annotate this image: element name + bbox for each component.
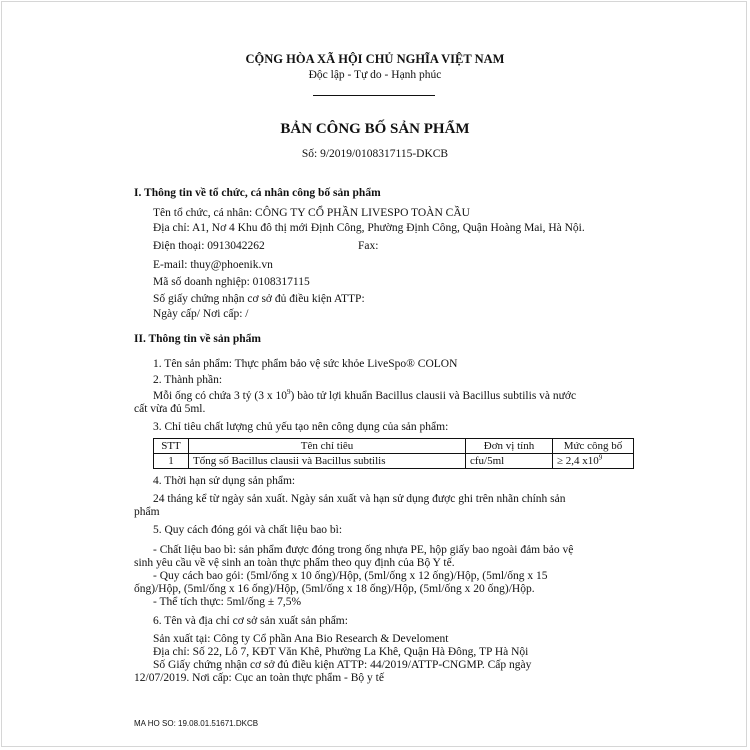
composition-exponent: 9 bbox=[287, 388, 291, 397]
document-number: Số: 9/2019/0108317115-DKCB bbox=[301, 148, 449, 160]
product-name: 1. Tên sản phẩm: Thực phẩm bảo vệ sức khỏe LiveSpo® COLON bbox=[153, 358, 458, 370]
level-value: ≥ 2,4 x10 bbox=[557, 454, 599, 467]
org-phone: Điện thoại: 0913042262 bbox=[153, 240, 265, 252]
org-address: Địa chỉ: A1, Nơ 4 Khu đô thị mới Định Công, Phường Định Công, Quận Hoàng Mai, Hà Nội. bbox=[153, 222, 585, 234]
quality-table bbox=[153, 438, 634, 469]
composition-label: 2. Thành phần: bbox=[153, 374, 223, 386]
table-cell-stt: 1 bbox=[154, 454, 189, 469]
composition-text-a: Mỗi ống có chứa 3 tỷ (3 x 10 bbox=[153, 390, 287, 402]
table-header-row bbox=[154, 439, 634, 454]
header-divider bbox=[313, 95, 435, 96]
document-title: BẢN CÔNG BỐ SẢN PHẨM bbox=[280, 121, 470, 137]
level-exponent: 9 bbox=[598, 452, 603, 461]
org-fax: Fax: bbox=[358, 240, 379, 252]
shelf-life-line-2: phẩm bbox=[134, 506, 160, 518]
section1-heading: I. Thông tin về tổ chức, cá nhân công bố sản phẩm bbox=[134, 187, 381, 199]
packaging-line-5: - Thể tích thực: 5ml/ống ± 7,5% bbox=[153, 596, 302, 608]
packaging-label: 5. Quy cách đóng gói và chất liệu bao bì: bbox=[153, 524, 343, 536]
composition-text-b: ) bào tử lợi khuẩn Bacillus clausii và Bacillus subtilis và nước bbox=[290, 390, 577, 402]
packaging-line-1: - Chất liệu bao bì: sản phẩm được đóng trong ống nhựa PE, hộp giấy bao ngoài đảm bảo vệ bbox=[153, 544, 574, 556]
org-issued: Ngày cấp/ Nơi cấp: / bbox=[153, 308, 249, 320]
table-header-cell: Mức công bố bbox=[553, 439, 634, 454]
composition-line-2: cất vừa đủ 5ml. bbox=[134, 403, 206, 415]
manufacturer-line-3: Số Giấy chứng nhận cơ sở đủ điều kiện ATTP: 44/2019/ATTP-CNGMP. Cấp ngày bbox=[153, 659, 532, 671]
table-row bbox=[154, 454, 634, 469]
section2-heading: II. Thông tin về sản phẩm bbox=[134, 333, 261, 345]
table-header-cell: STT bbox=[154, 439, 189, 454]
table-cell-name: Tổng số Bacillus clausii và Bacillus subtilis bbox=[189, 454, 466, 469]
quality-label: 3. Chỉ tiêu chất lượng chủ yếu tạo nên công dụng của sản phẩm: bbox=[153, 421, 449, 433]
manufacturer-label: 6. Tên và địa chỉ cơ sở sản xuất sản phẩm: bbox=[153, 615, 348, 627]
file-code: MA HO SO: 19.08.01.51671.DKCB bbox=[134, 719, 259, 728]
packaging-line-4: ống)/Hộp, (5ml/ống x 16 ống)/Hộp, (5ml/ống x 18 ống)/Hộp, (5ml/ống x 20 ống)/Hộp. bbox=[134, 583, 535, 595]
packaging-line-2: sinh yêu cầu về vệ sinh an toàn thực phẩm theo quy định của Bộ Y tế. bbox=[134, 557, 455, 569]
org-email: E-mail: thuy@phoenik.vn bbox=[153, 259, 273, 271]
manufacturer-line-1: Sản xuất tại: Công ty Cổ phần Ana Bio Research & Develoment bbox=[153, 633, 449, 645]
table-cell-level bbox=[553, 454, 634, 469]
table-header-cell: Đơn vị tính bbox=[466, 439, 553, 454]
manufacturer-line-2: Địa chỉ: Số 22, Lô 7, KĐT Văn Khê, Phường La Khê, Quận Hà Đông, TP Hà Nội bbox=[153, 646, 529, 658]
composition-line-1 bbox=[153, 389, 576, 403]
packaging-line-3: - Quy cách bao gói: (5ml/ống x 10 ống)/Hộp, (5ml/ống x 12 ống)/Hộp, (5ml/ống x 15 bbox=[153, 570, 548, 582]
manufacturer-line-4: 12/07/2019. Nơi cấp: Cục an toàn thực phẩm - Bộ y tế bbox=[134, 672, 384, 684]
org-cert: Số giấy chứng nhận cơ sở đủ điều kiện ATTP: bbox=[153, 293, 365, 305]
shelf-life-label: 4. Thời hạn sử dụng sản phẩm: bbox=[153, 475, 296, 487]
table-header-cell: Tên chỉ tiêu bbox=[189, 439, 466, 454]
national-motto: Độc lập - Tự do - Hạnh phúc bbox=[308, 69, 442, 81]
org-name: Tên tổ chức, cá nhân: CÔNG TY CỔ PHẦN LIVESPO TOÀN CẦU bbox=[153, 207, 470, 219]
national-title: CỘNG HÒA XÃ HỘI CHỦ NGHĨA VIỆT NAM bbox=[245, 52, 505, 66]
table-cell-unit: cfu/5ml bbox=[466, 454, 553, 469]
shelf-life-line-1: 24 tháng kể từ ngày sản xuất. Ngày sản xuất và hạn sử dụng được ghi trên nhãn chính sản bbox=[153, 493, 566, 505]
org-tax-code: Mã số doanh nghiệp: 0108317115 bbox=[153, 276, 310, 288]
